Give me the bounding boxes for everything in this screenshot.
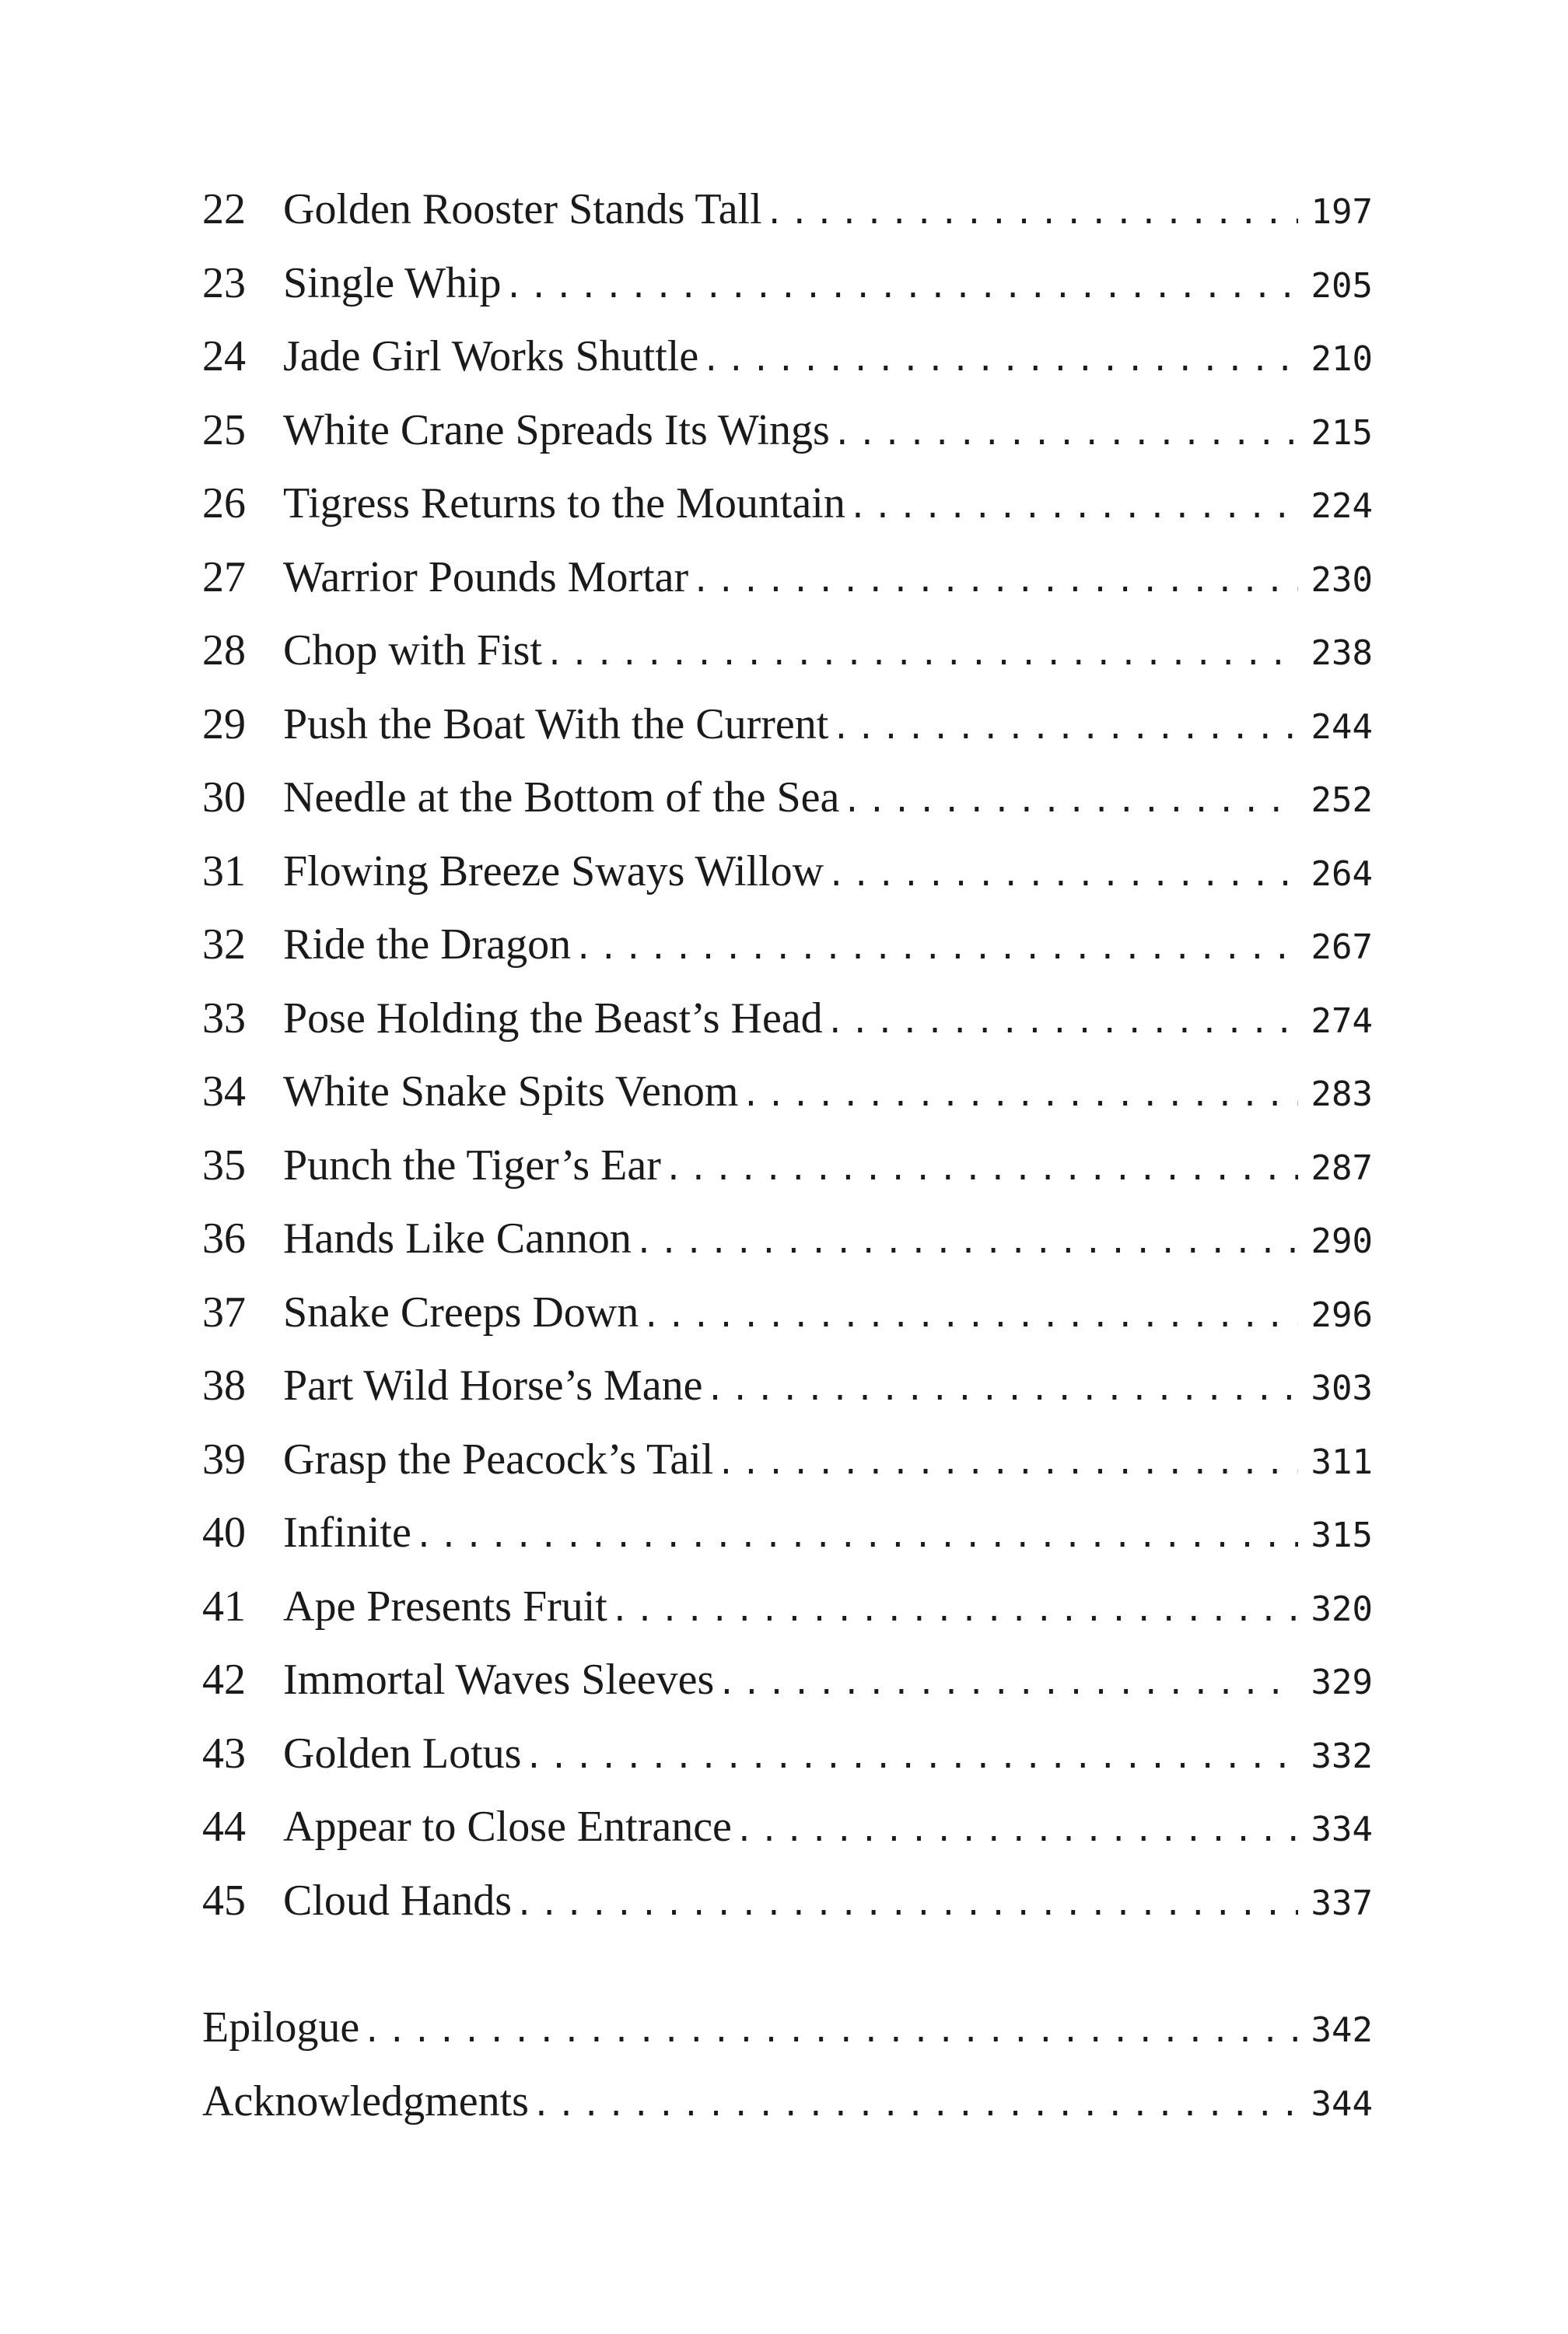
back-matter-title: Acknowledgments <box>202 2076 529 2125</box>
chapter-title: Cloud Hands <box>283 1876 512 1925</box>
chapter-title: Appear to Close Entrance <box>283 1803 732 1851</box>
chapter-title: Warrior Pounds Mortar <box>283 552 689 601</box>
page-number: 303 <box>1311 1369 1373 1408</box>
chapter-title: Part Wild Horse’s Mane <box>283 1362 703 1410</box>
chapter-list <box>202 184 1373 1949</box>
page-number: 197 <box>1311 192 1373 232</box>
dot-leader <box>842 783 1298 819</box>
dot-leader <box>691 563 1298 599</box>
chapter-number: 22 <box>202 185 246 233</box>
dot-leader <box>827 857 1298 893</box>
chapter-number: 31 <box>202 846 246 895</box>
dot-leader <box>611 1593 1298 1628</box>
dot-leader <box>735 1813 1298 1849</box>
dot-leader <box>826 1004 1298 1040</box>
chapter-number: 32 <box>202 920 246 969</box>
page-number: 267 <box>1311 927 1373 967</box>
chapter-title: Golden Rooster Stands Tall <box>283 185 762 233</box>
toc-entry[interactable] <box>202 1876 1373 1950</box>
toc-entry[interactable] <box>202 699 1373 773</box>
chapter-number: 24 <box>202 332 246 380</box>
page-number: 274 <box>1311 1001 1373 1041</box>
toc-entry[interactable] <box>202 1214 1373 1288</box>
chapter-number: 26 <box>202 479 246 527</box>
chapter-number: 27 <box>202 552 246 601</box>
page-number: 224 <box>1311 486 1373 526</box>
chapter-title: Punch the Tiger’s Ear <box>283 1141 661 1190</box>
page-number: 215 <box>1311 412 1373 453</box>
toc-entry[interactable] <box>202 1361 1373 1435</box>
chapter-title: Ride the Dragon <box>283 920 572 969</box>
toc-entry[interactable] <box>202 1655 1373 1729</box>
page-number: 334 <box>1311 1810 1373 1849</box>
page-number: 320 <box>1311 1589 1373 1629</box>
page-number: 315 <box>1311 1516 1373 1555</box>
chapter-number: 44 <box>202 1803 246 1851</box>
page-number: 244 <box>1311 706 1373 747</box>
chapter-number: 39 <box>202 1435 246 1484</box>
back-matter-title: Epilogue <box>202 2003 360 2052</box>
chapter-number: 35 <box>202 1141 246 1190</box>
dot-leader <box>741 1078 1298 1113</box>
page-number: 311 <box>1311 1442 1373 1482</box>
chapter-title: Tigress Returns to the Mountain <box>283 479 845 527</box>
page-number: 252 <box>1311 780 1373 820</box>
chapter-title: Single Whip <box>283 258 502 307</box>
chapter-title: White Crane Spreads Its Wings <box>283 405 830 454</box>
chapter-number: 41 <box>202 1582 246 1631</box>
toc-entry[interactable] <box>202 846 1373 920</box>
page-number: 344 <box>1311 2083 1373 2124</box>
toc-entry[interactable] <box>202 552 1373 626</box>
page-number: 342 <box>1311 2010 1373 2050</box>
chapter-title: Snake Creeps Down <box>283 1288 639 1337</box>
chapter-title: Push the Boat With the Current <box>283 699 829 748</box>
chapter-title: Chop with Fist <box>283 626 542 675</box>
toc-entry[interactable] <box>202 1729 1373 1803</box>
dot-leader <box>849 489 1298 525</box>
page-number: 296 <box>1311 1295 1373 1335</box>
dot-leader <box>574 930 1298 966</box>
chapter-title: Golden Lotus <box>283 1729 522 1778</box>
dot-leader <box>545 636 1298 672</box>
toc-entry-epilogue[interactable] <box>202 2003 1373 2076</box>
toc-entry[interactable] <box>202 1802 1373 1876</box>
dot-leader <box>833 416 1298 452</box>
page-number: 337 <box>1311 1883 1373 1923</box>
dot-leader <box>706 1372 1298 1407</box>
dot-leader <box>765 195 1298 231</box>
toc-entry[interactable] <box>202 1435 1373 1509</box>
dot-leader <box>831 710 1298 746</box>
chapter-number: 30 <box>202 773 246 822</box>
dot-leader <box>515 1887 1298 1922</box>
toc-entry[interactable] <box>202 1288 1373 1362</box>
toc-entry[interactable] <box>202 1508 1373 1582</box>
toc-entry[interactable] <box>202 920 1373 994</box>
chapter-number: 43 <box>202 1729 246 1778</box>
dot-leader <box>717 1666 1298 1701</box>
page-number: 205 <box>1311 265 1373 306</box>
chapter-title: Immortal Waves Sleeves <box>283 1656 715 1704</box>
page-number: 210 <box>1311 339 1373 379</box>
dot-leader <box>635 1225 1298 1260</box>
dot-leader <box>532 2087 1298 2123</box>
page-number: 230 <box>1311 559 1373 600</box>
toc-entry[interactable] <box>202 331 1373 405</box>
dot-leader <box>664 1151 1298 1187</box>
chapter-number: 29 <box>202 699 246 748</box>
chapter-title: Jade Girl Works Shuttle <box>283 332 699 380</box>
toc-entry[interactable] <box>202 1141 1373 1214</box>
page-number: 287 <box>1311 1148 1373 1188</box>
page-number: 332 <box>1311 1736 1373 1776</box>
chapter-number: 45 <box>202 1876 246 1925</box>
dot-leader <box>505 269 1298 305</box>
chapter-number: 28 <box>202 626 246 675</box>
chapter-number: 23 <box>202 258 246 307</box>
chapter-title: Pose Holding the Beast’s Head <box>283 994 823 1043</box>
chapter-title: Hands Like Cannon <box>283 1214 632 1263</box>
chapter-title: Ape Presents Fruit <box>283 1582 607 1631</box>
toc-entry[interactable] <box>202 258 1373 332</box>
chapter-title: Flowing Breeze Sways Willow <box>283 846 824 895</box>
chapter-number: 33 <box>202 994 246 1043</box>
page-number: 264 <box>1311 853 1373 894</box>
dot-leader <box>524 1740 1298 1775</box>
chapter-number: 36 <box>202 1214 246 1263</box>
toc-entry[interactable] <box>202 1067 1373 1141</box>
dot-leader <box>642 1298 1298 1334</box>
toc-entry[interactable] <box>202 1582 1373 1656</box>
page-number: 283 <box>1311 1074 1373 1114</box>
toc-entry[interactable] <box>202 478 1373 552</box>
toc-entry-acknowledgments[interactable] <box>202 2076 1373 2150</box>
dot-leader <box>702 342 1298 378</box>
chapter-number: 42 <box>202 1656 246 1704</box>
chapter-title: Infinite <box>283 1509 411 1557</box>
chapter-number: 25 <box>202 405 246 454</box>
toc-entry[interactable] <box>202 773 1373 846</box>
chapter-number: 34 <box>202 1067 246 1116</box>
chapter-title: White Snake Spits Venom <box>283 1067 739 1116</box>
toc-entry[interactable] <box>202 626 1373 699</box>
chapter-number: 40 <box>202 1509 246 1557</box>
page-number: 329 <box>1311 1663 1373 1702</box>
chapter-title: Grasp the Peacock’s Tail <box>283 1435 714 1484</box>
dot-leader <box>362 2013 1298 2049</box>
toc-entry[interactable] <box>202 994 1373 1067</box>
dot-leader <box>415 1519 1298 1554</box>
chapter-number: 38 <box>202 1362 246 1410</box>
toc-entry[interactable] <box>202 184 1373 258</box>
dot-leader <box>716 1446 1298 1481</box>
chapter-title: Needle at the Bottom of the Sea <box>283 773 840 822</box>
toc-entry[interactable] <box>202 405 1373 479</box>
page-number: 238 <box>1311 633 1373 673</box>
back-matter-list <box>202 2003 1373 2150</box>
chapter-number: 37 <box>202 1288 246 1337</box>
page-number: 290 <box>1311 1221 1373 1261</box>
